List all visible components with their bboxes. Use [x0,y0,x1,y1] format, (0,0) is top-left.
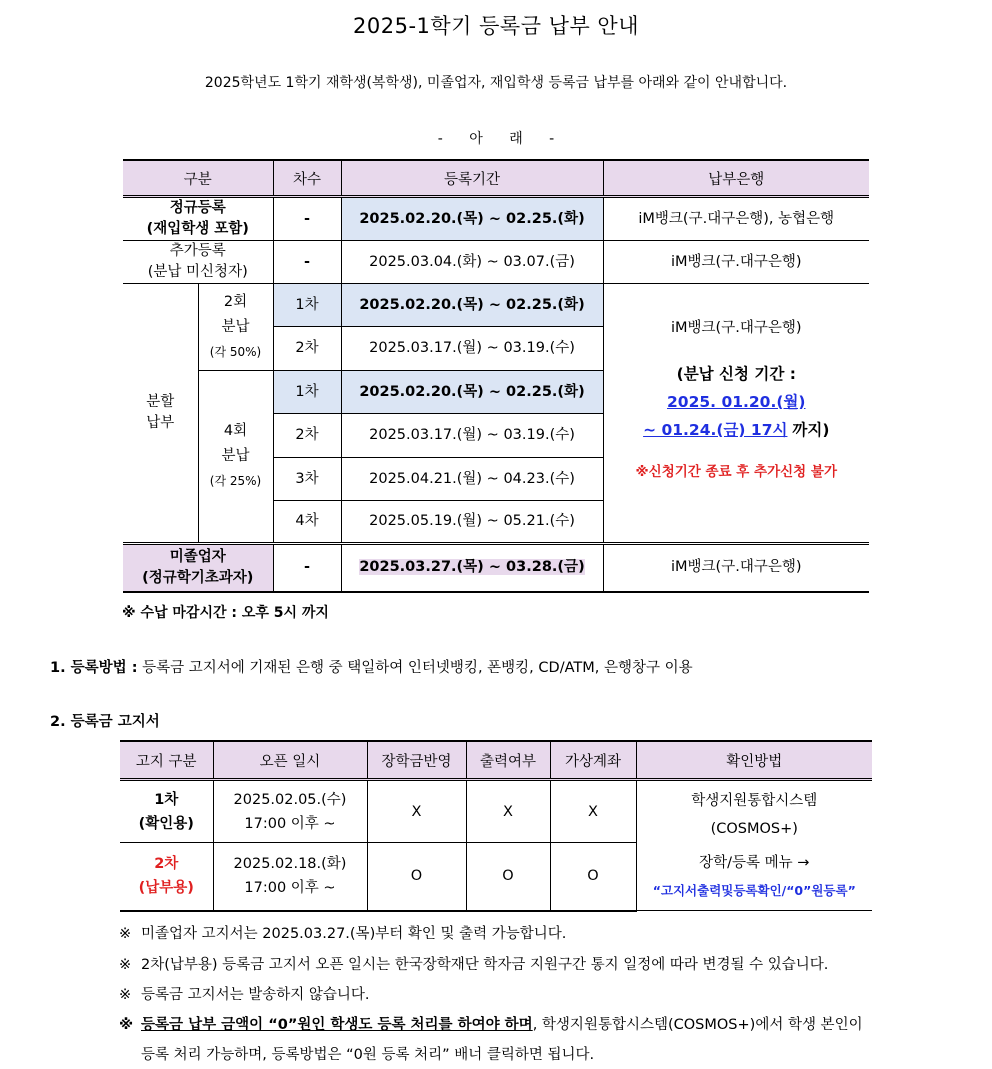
virtual-account-1: X [550,780,636,843]
section1: 1. 등록방법 : 등록금 고지서에 기재된 은행 중 택일하여 인터넷뱅킹, 폰뱅킹, CD/ATM, 은행창구 이용 [50,660,693,676]
additional-period: 2025.03.04.(화) ~ 03.07.(금) [341,241,603,284]
unfinished-label: 미졸업자 (정규학기초과자) [123,544,273,592]
table-row [123,284,869,327]
check-method: 학생지원통합시스템 (COSMOS+) 장학/등록 메뉴 → “고지서출력및등록확인/“0”원등록” [636,780,872,911]
split-four-period-4: 2025.05.19.(월) ~ 05.21.(수) [341,501,603,544]
header-notice-type: 고지 구분 [120,741,213,780]
footnote-4: ※ 등록금 납부 금액이 “0”원인 학생도 등록 처리를 하여야 하며, 학생지원통합시스템(COSMOS+)에서 학생 본인이 등록 처리 가능하며, 등록방법은 “0원 등록 처리” 배너 클릭하면 됩니다. [119,1017,863,1063]
scholarship-2: O [367,843,466,911]
table-row [123,241,869,284]
apply-date-end: ~ 01.24.(금) 17시 [643,421,788,439]
split-four-label: 4회 분납 (각 25%) [198,371,273,544]
regular-period: 2025.02.20.(목) ~ 02.25.(화) [341,197,603,241]
table-row [123,544,869,592]
notice-table [120,740,872,912]
additional-label: 추가등록 (분납 미신청자) [123,241,273,284]
notice-type-1: 1차 (확인용) [120,780,213,843]
header-open-time: 오픈 일시 [213,741,367,780]
table-row [120,780,872,843]
split-four-round-2: 2차 [273,414,341,458]
header-virtual-account: 가상계좌 [550,741,636,780]
virtual-account-2: O [550,843,636,911]
regular-round: - [273,197,341,241]
intro-text: 2025학년도 1학기 재학생(복학생), 미졸업자, 재입학생 등록금 납부를 아래와 같이 안내합니다. [204,75,788,91]
deadline-note: ※ 수납 마감시간 : 오후 5시 까지 [122,605,329,621]
split-bank-info: iM뱅크(구.대구은행) (분납 신청 기간 : 2025. 01.20.(월) ~ 01.24.(금) 17시 까지) ※신청기간 종료 후 추가신청 불가 [603,284,869,544]
notice-type-2: 2차 (납부용) [120,843,213,911]
header-bank: 납부은행 [603,160,869,197]
open-time-2: 2025.02.18.(화) 17:00 이후 ~ [213,843,367,911]
additional-bank: iM뱅크(구.대구은행) [603,241,869,284]
split-four-period-1: 2025.02.20.(목) ~ 02.25.(화) [341,371,603,414]
footnote-3: ※ 등록금 고지서는 발송하지 않습니다. [119,987,370,1003]
split-two-round-2: 2차 [273,327,341,371]
footnote-1: ※ 미졸업자 고지서는 2025.03.27.(목)부터 확인 및 출력 가능합니다. [119,926,567,942]
header-method: 확인방법 [636,741,872,780]
unfinished-round: - [273,544,341,592]
open-time-1: 2025.02.05.(수) 17:00 이후 ~ [213,780,367,843]
header-scholarship: 장학금반영 [367,741,466,780]
regular-label: 정규등록 (재입학생 포함) [123,197,273,241]
section2-heading: 2. 등록금 고지서 [50,714,160,730]
scholarship-1: X [367,780,466,843]
table-row [123,197,869,241]
unfinished-bank: iM뱅크(구.대구은행) [603,544,869,592]
apply-date-start: 2025. 01.20.(월) [667,393,806,411]
split-four-period-2: 2025.03.17.(월) ~ 03.19.(수) [341,414,603,458]
unfinished-period: 2025.03.27.(목) ~ 03.28.(금) [341,544,603,592]
additional-round: - [273,241,341,284]
registration-schedule-table [123,159,869,593]
apply-period-label: (분납 신청 기간 : [676,365,796,383]
header-round: 차수 [273,160,341,197]
print-2: O [466,843,550,911]
header-period: 등록기간 [341,160,603,197]
regular-bank: iM뱅크(구.대구은행), 농협은행 [603,197,869,241]
split-two-period-1: 2025.02.20.(목) ~ 02.25.(화) [341,284,603,327]
print-1: X [466,780,550,843]
split-two-label: 2회 분납 (각 50%) [198,284,273,371]
split-four-round-3: 3차 [273,458,341,501]
split-two-round-1: 1차 [273,284,341,327]
apply-warning: ※신청기간 종료 후 추가신청 불가 [635,464,837,480]
split-four-round-4: 4차 [273,501,341,544]
split-label: 분할 납부 [123,284,198,544]
separator: - 아 래 - [437,131,555,147]
page-title: 2025-1학기 등록금 납부 안내 [353,14,639,38]
split-two-period-2: 2025.03.17.(월) ~ 03.19.(수) [341,327,603,371]
split-four-round-1: 1차 [273,371,341,414]
footnote-2: ※ 2차(납부용) 등록금 고지서 오픈 일시는 한국장학재단 학자금 지원구간 통지 일정에 따라 변경될 수 있습니다. [119,957,829,973]
split-four-period-3: 2025.04.21.(월) ~ 04.23.(수) [341,458,603,501]
header-category: 구분 [123,160,273,197]
header-print: 출력여부 [466,741,550,780]
